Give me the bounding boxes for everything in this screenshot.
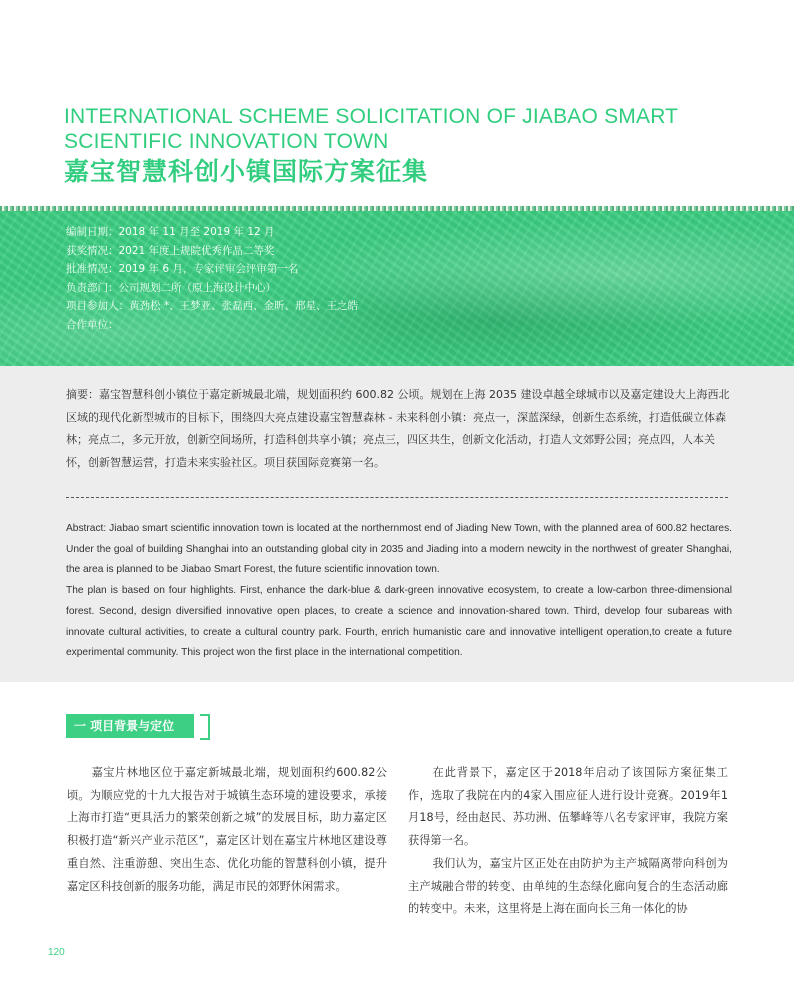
meta-participants: 项目参加人：黄劲松 *、王梦亚、张磊西、金昕、邢星、王之皓 — [66, 300, 359, 312]
section-heading — [66, 714, 208, 740]
section-bracket-icon — [200, 714, 210, 740]
title-english: INTERNATIONAL SCHEME SOLICITATION OF JIABAO SMART SCIENTIFIC INNOVATION TOWN — [64, 105, 678, 153]
body-column-left — [67, 762, 387, 898]
title-chinese: 嘉宝智慧科创小镇国际方案征集 — [64, 157, 429, 186]
project-meta — [66, 223, 358, 334]
meta-department: 负责部门：公司规划二所（原上海设计中心） — [66, 281, 276, 294]
body-column-right — [408, 762, 728, 921]
meta-date: 编制日期：2018 年 11 月至 2019 年 12 月 — [66, 226, 275, 238]
abstract-divider — [66, 497, 728, 498]
body-paragraph: 嘉宝片林地区位于嘉定新城最北端，规划面积约600.82公顷。为顺应党的十九大报告对于城镇生态环境的建设要求，承接上海市打造“更具活力的繁荣创新之城”的发展目标，助力嘉定区积极打造“新兴产业示范区”，嘉定区计划在嘉宝片林地区建设尊重自然、注重游憩、突出生态、优化功能的智慧科创小镇，提升嘉定区科技创新的服务功能，满足市民的郊野休闲需求。 — [67, 766, 387, 893]
meta-approval: 批准情况：2019 年 6 月，专家评审会评审第一名 — [66, 263, 299, 275]
meta-partner: 合作单位： — [66, 318, 119, 331]
page-number: 120 — [48, 947, 65, 958]
abstract-english-p2: The plan is based on four highlights. First, enhance the dark-blue & dark-green innovative ecosystem, to create a low-carbon three-dimensional forest. Second, design diversified innovative open places, to create a science and innovation-shared town. Third, develop four subareas with innovate cultural activities, to create a cultural country park. Fourth, enrich humanistic care and innovative intelligent operation,to create a future experimental community. This project won the first place in the international competition. — [66, 585, 732, 659]
section-heading-label: 一 项目背景与定位 — [66, 714, 194, 738]
body-paragraph: 在此背景下，嘉定区于2018年启动了该国际方案征集工作，选取了我院在内的4家入围应征人进行设计竞赛。2019年1月18号，经由赵民、苏功洲、伍攀峰等八名专家评审，我院方案获得第一名。 — [408, 766, 728, 848]
abstract-chinese: 摘要：嘉宝智慧科创小镇位于嘉定新城最北端，规划面积约 600.82 公顷。规划在上海 2035 建设卓越全球城市以及嘉定建设大上海西北区域的现代化新型城市的目标下，围绕四大亮点建设嘉宝智慧森林 - 未来科创小镇：亮点一，深蓝深绿，创新生态系统，打造低碳立体森林；亮点二，多元开放，创新空间场所，打造科创共享小镇；亮点三，四区共生，创新文化活动，打造人文郊野公园；亮点四，人本关怀，创新智慧运营，打造未来实验社区。项目获国际竞赛第一名。 — [66, 388, 730, 469]
body-paragraph: 我们认为，嘉宝片区正处在由防护为主产城隔离带向科创为主产城融合带的转变、由单纯的生态绿化廊向复合的生态活动廊的转变中。未来，这里将是上海在面向长三角一体化的协 — [408, 856, 728, 916]
meta-award: 获奖情况：2021 年度上规院优秀作品二等奖 — [66, 244, 275, 257]
abstract-english-p1: Abstract: Jiabao smart scientific innovation town is located at the northernmost end of Jiading New Town, with the planned area of 600.82 hectares. Under the goal of building Shanghai into an outstanding global city in 2035 and Jiading into a modern newcity in the northwest of greater Shanghai, the area is planned to be Jiabao Smart Forest, the future scientific innovation town. — [66, 523, 732, 576]
abstract-english — [66, 519, 732, 664]
